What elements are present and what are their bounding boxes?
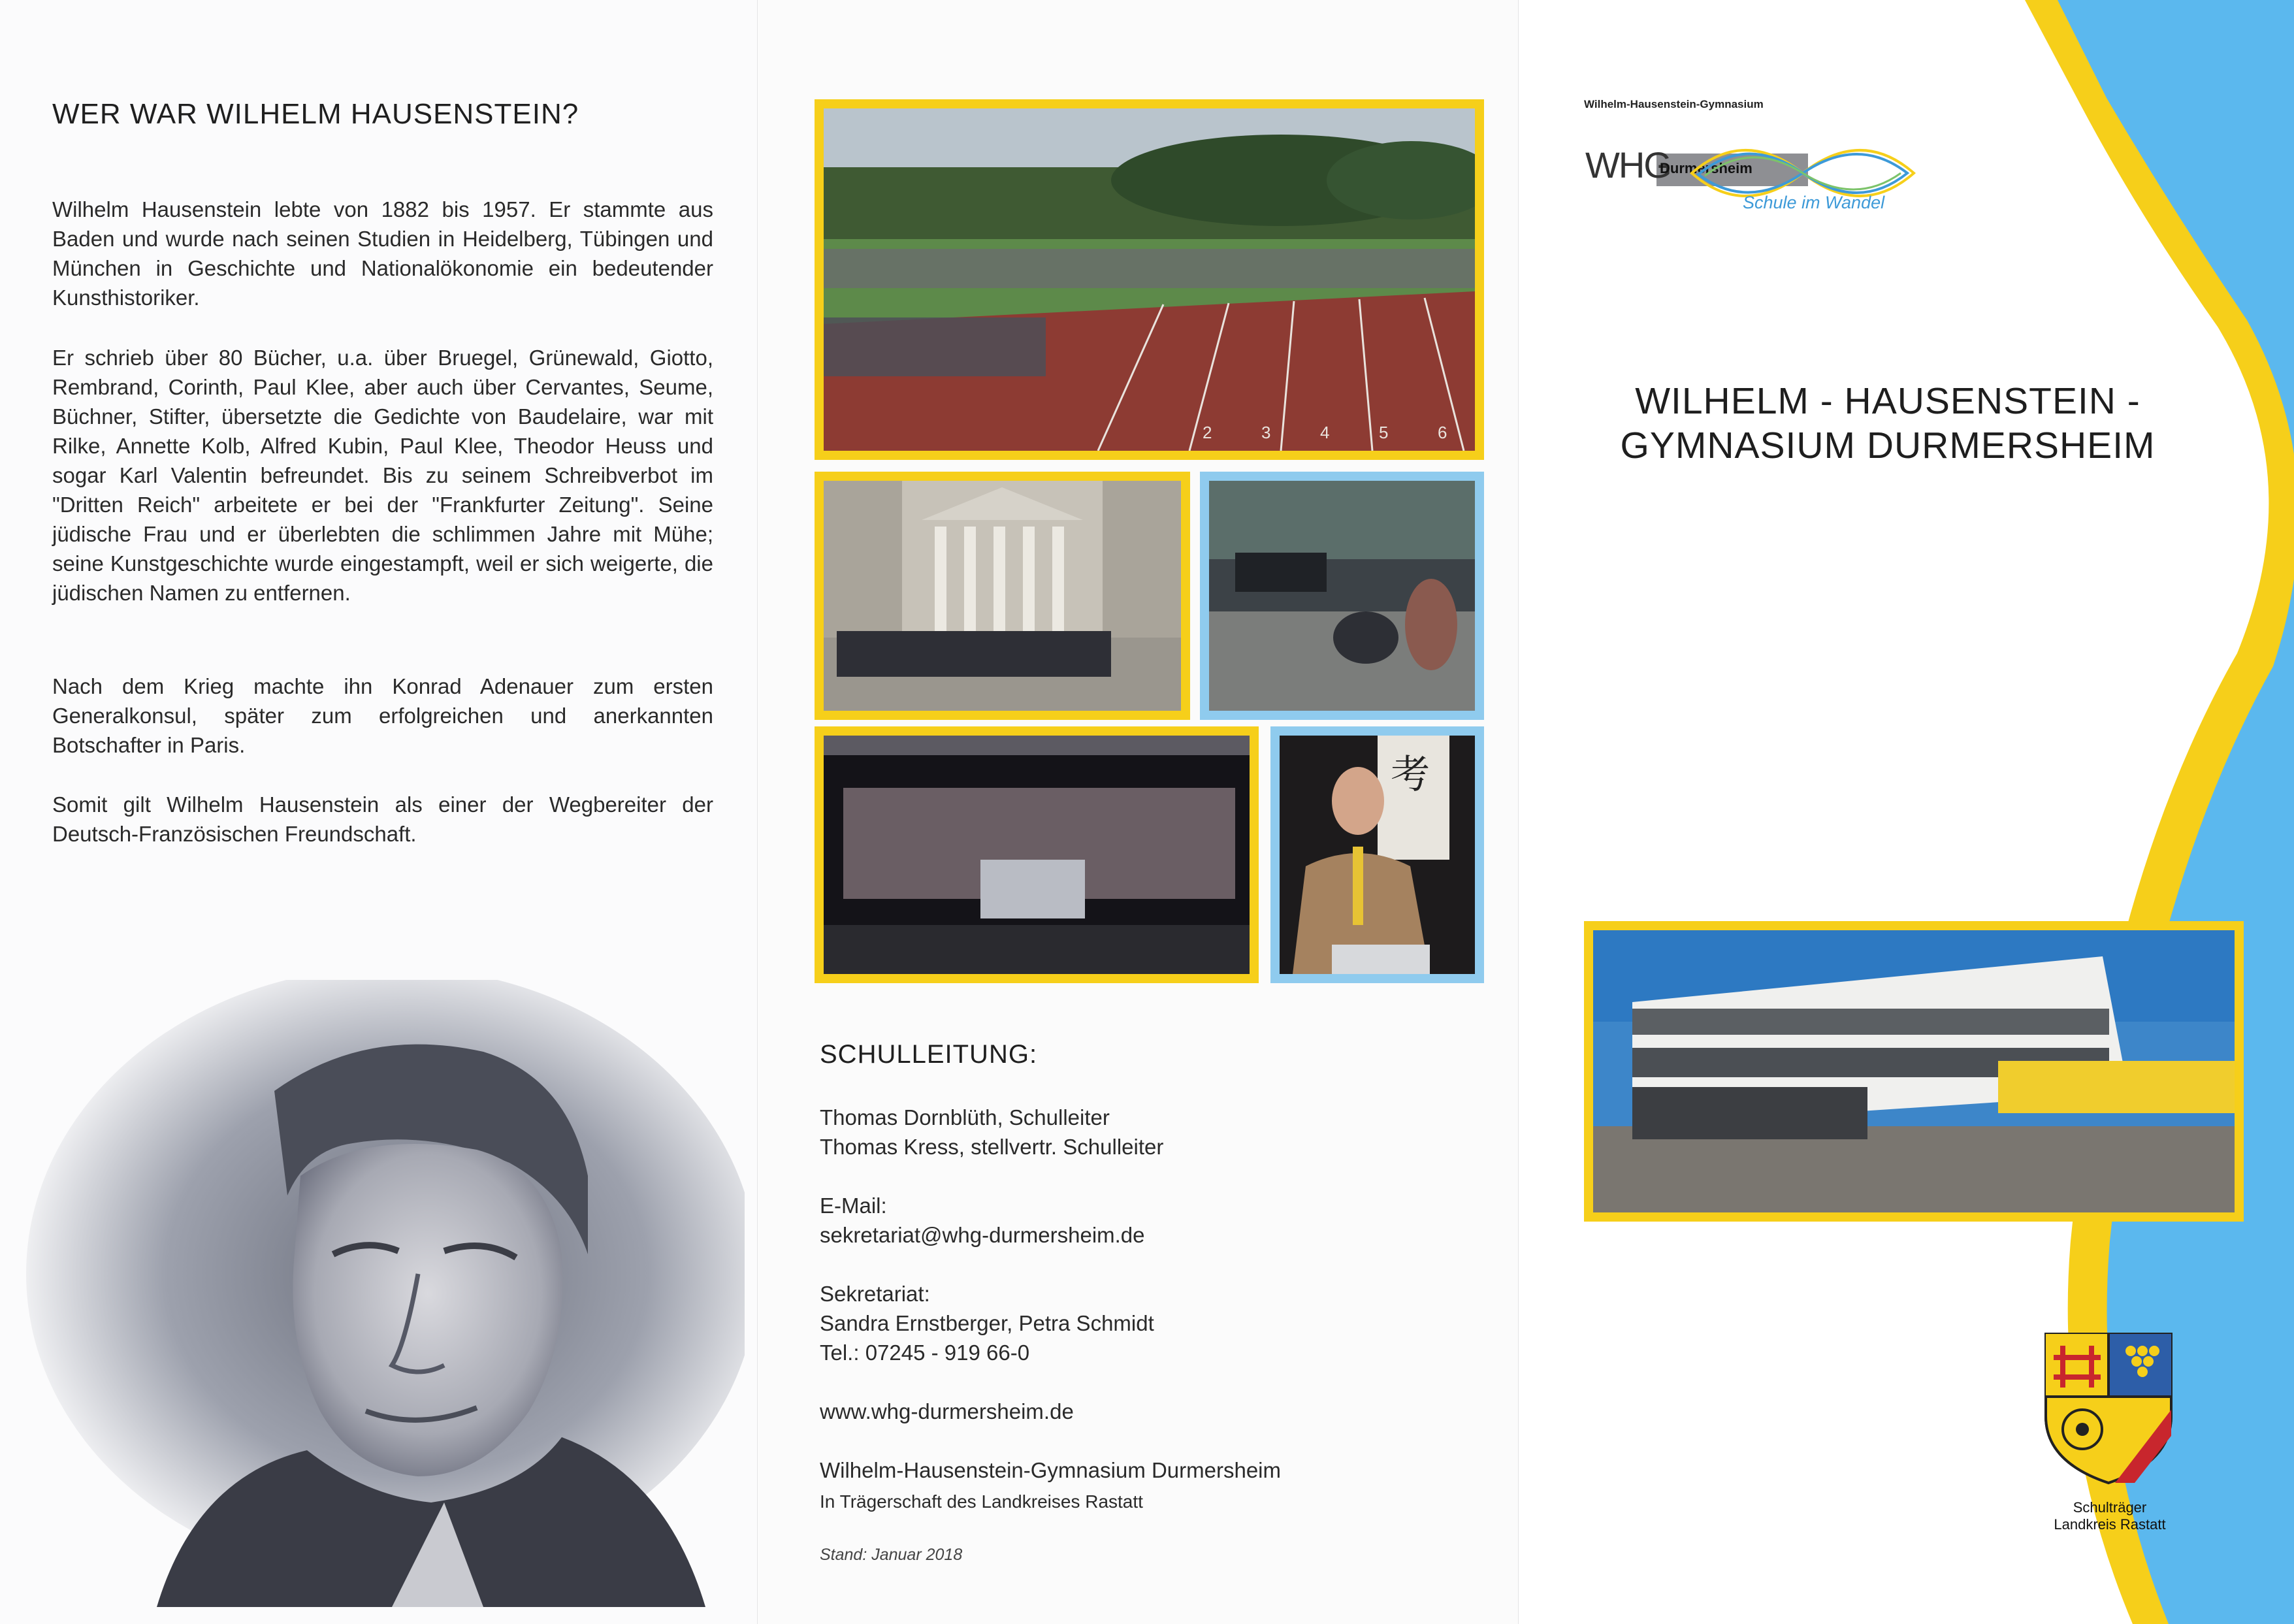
- cover-school-title: [1561, 379, 2214, 468]
- photo-stage-performance: [815, 726, 1259, 983]
- logo-whg: WHG: [1585, 144, 1671, 186]
- bio-paragraph-3: Nach dem Krieg machte ihn Konrad Adenauer zum ersten Generalkonsul, später zum erfolgreichen und anerkannten Botschafter in Paris.: [52, 674, 713, 757]
- logo-school-name-small: Wilhelm-Hausenstein-Gymnasium: [1584, 98, 1764, 110]
- photo-school-building: [1584, 921, 2244, 1222]
- track-number-5: 5: [1379, 423, 1389, 442]
- portrait-photo-hausenstein: [26, 980, 745, 1607]
- title-line-1: WILHELM - HAUSENSTEIN -: [1635, 380, 2141, 422]
- track-number-6: 6: [1438, 423, 1447, 442]
- heading-who-was-hausenstein: WER WAR WILHELM HAUSENSTEIN?: [52, 98, 579, 130]
- sponsorship-note: In Trägerschaft des Landkreises Rastatt: [820, 1491, 1143, 1512]
- photo-sports-day: [815, 99, 1484, 460]
- panel-right-cover: [1519, 0, 2294, 1624]
- leader-deputy: Thomas Kress, stellvertr. Schulleiter: [820, 1135, 1164, 1159]
- heading-school-management: SCHULLEITUNG:: [820, 1040, 1038, 1069]
- stand-date: Stand: Januar 2018: [820, 1546, 963, 1564]
- track-number-2: 2: [1203, 423, 1212, 442]
- logo-tagline: Schule im Wandel: [1743, 193, 1885, 212]
- bio-paragraph-1: Wilhelm Hausenstein lebte von 1882 bis 1957. Er stammte aus Baden und wurde nach seinen Studien in Heidelberg, Tübingen und München in Geschichte und Nationalökonomie ein bedeutender Kunsthistoriker.: [52, 197, 713, 310]
- photo-group-at-building: [815, 472, 1190, 720]
- calligraphy-banner: 考: [1391, 752, 1430, 798]
- cover-wave-background: [1519, 0, 2294, 1624]
- email-address[interactable]: sekretariat@whg-durmersheim.de: [820, 1223, 1145, 1247]
- phone-number: Tel.: 07245 - 919 66-0: [820, 1340, 1030, 1365]
- office-names: Sandra Ernstberger, Petra Schmidt: [820, 1311, 1154, 1335]
- leader-principal: Thomas Dornblüth, Schulleiter: [820, 1105, 1110, 1129]
- panel-left: [0, 0, 758, 1624]
- photo-rehearsal: [1200, 472, 1484, 720]
- track-number-4: 4: [1320, 423, 1330, 442]
- logo-durmersheim: Durmersheim: [1660, 160, 1753, 176]
- office-label: Sekretariat:: [820, 1282, 930, 1306]
- track-number-3: 3: [1261, 423, 1271, 442]
- coat-of-arms-icon: [2043, 1331, 2174, 1486]
- photo-speaker: [1270, 726, 1484, 983]
- bio-paragraph-4: Somit gilt Wilhelm Hausenstein als einer der Wegbereiter der Deutsch-Französischen Freundschaft.: [52, 792, 713, 846]
- sponsor-line-2: Landkreis Rastatt: [2054, 1516, 2166, 1533]
- title-line-2: GYMNASIUM DURMERSHEIM: [1620, 425, 2156, 466]
- school-name: Wilhelm-Hausenstein-Gymnasium Durmersheim: [820, 1458, 1282, 1482]
- school-sponsor-caption: [2022, 1499, 2198, 1533]
- website-link[interactable]: www.whg-durmersheim.de: [820, 1399, 1074, 1423]
- bio-paragraph-2: Er schrieb über 80 Bücher, u.a. über Bruegel, Grünewald, Giotto, Rembrand, Corinth, Paul Klee, aber auch über Cervantes, Seume, Büchner, Stifter, übersetzte die Gedichte von Baudelaire, war mit Rilke, Annette Kolb, Alfred Kubin, Paul Klee, Theodor Heuss und sogar Karl Valentin befreundet. Bis zu seinem Schreibverbot im "Dritten Reich" arbeitete er bei der "Frankfurter Zeitung". Seine jüdische Frau und er überlebten die schlimmen Jahre mit Mühe; seine Kunstgeschichte wurde eingestampft, weil er sich weigerte, die jüdischen Namen zu entfernen.: [52, 346, 713, 605]
- email-label: E-Mail:: [820, 1194, 887, 1218]
- sponsor-line-1: Schulträger: [2073, 1499, 2147, 1516]
